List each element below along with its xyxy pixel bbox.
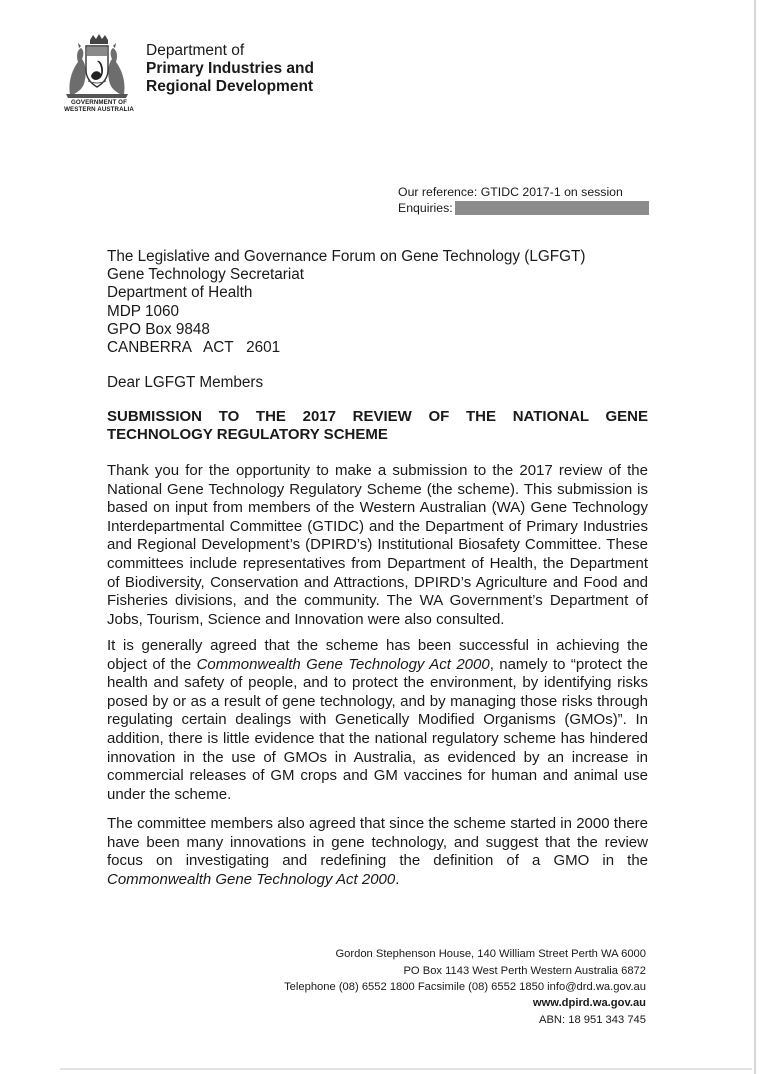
address-line: CANBERRA ACT 2601 (107, 339, 281, 357)
act-title: Commonwealth Gene Technology Act 2000 (107, 870, 396, 888)
page-edge (754, 0, 756, 1074)
act-title: Commonwealth Gene Technology Act 2000 (196, 655, 490, 673)
body-paragraph-3 (107, 815, 648, 889)
subject-heading: SUBMISSION TO THE 2017 REVIEW OF THE NATIONAL GENE TECHNOLOGY REGULATORY SCHEME (107, 408, 648, 444)
page-bottom-edge (60, 1068, 752, 1070)
para2-text-start: It is generally agreed that the scheme has been successful in achieving the object of the (107, 637, 648, 673)
enquiries-label: Enquiries: (398, 201, 453, 215)
salutation: Dear LGFGT Members (107, 374, 264, 391)
footer-street-address: Gordon Stephenson House, 140 William Street Perth WA 6000 (335, 948, 646, 960)
address-line: Gene Technology Secretariat (107, 266, 304, 284)
gov-line2: WESTERN AUSTRALIA (64, 106, 134, 113)
para2-text-end: , namely to “protect the health and safety of people, and to protect the environment, by identifying risks posed by or as a result of gene technology, and by managing those risks through regulating certain dealings with Genetically Modified Organisms (GMOs)”. In addition, there is little evidence that the national regulatory scheme has hindered innovation in the use of GMOs in Australia, as evidenced by an increase in commercial releases of GM crops and GM vaccines for human and animal use under the scheme. (107, 655, 648, 803)
wa-coat-of-arms-icon (60, 34, 134, 100)
address-line: GPO Box 9848 (107, 320, 210, 338)
footer-contact: Telephone (08) 6552 1800 Facsimile (08) 6552 1850 info@drd.wa.gov.au (284, 981, 646, 993)
para3-text-end: . (395, 870, 400, 888)
recipient-address (107, 248, 585, 357)
address-line: MDP 1060 (107, 302, 179, 320)
footer-postal-address: PO Box 1143 West Perth Western Australia 6872 (403, 965, 646, 977)
dept-name-line3: Regional Development (146, 78, 314, 95)
footer-website: www.dpird.wa.gov.au (532, 997, 646, 1009)
footer-abn: ABN: 18 951 343 745 (539, 1014, 646, 1026)
dept-name-line2: Primary Industries and (146, 60, 314, 77)
body-paragraph-2 (107, 637, 648, 804)
gov-line1: GOVERNMENT OF (71, 99, 127, 106)
address-line: Department of Health (107, 284, 253, 302)
our-reference: Our reference: GTIDC 2017-1 on session (398, 185, 623, 199)
para3-text-start: The committee members also agreed that since the scheme started in 2000 there have been many innovations in gene technology, and suggest that the review focus on investigating and redefining the definition of a GMO in the (107, 815, 648, 870)
dept-name-line1: Department of (146, 42, 245, 59)
address-line: The Legislative and Governance Forum on Gene Technology (LGFGT) (107, 248, 586, 265)
body-paragraph-1: Thank you for the opportunity to make a submission to the 2017 review of the National Gene Technology Regulatory Scheme (the scheme). This submission is based on input from members of the Western Australian (WA) Gene Technology Interdepartmental Committee (GTIDC) and the Department of Primary Industries and Regional Development’s (DPIRD’s) Institutional Biosafety Committee. These committees include representatives from Department of Health, the Department of Biodiversity, Conservation and Attractions, DPIRD’s Agriculture and Food and Fisheries divisions, and the community. The WA Government’s Department of Jobs, Tourism, Science and Innovation were also consulted. (107, 462, 648, 628)
redaction-bar (455, 201, 649, 215)
